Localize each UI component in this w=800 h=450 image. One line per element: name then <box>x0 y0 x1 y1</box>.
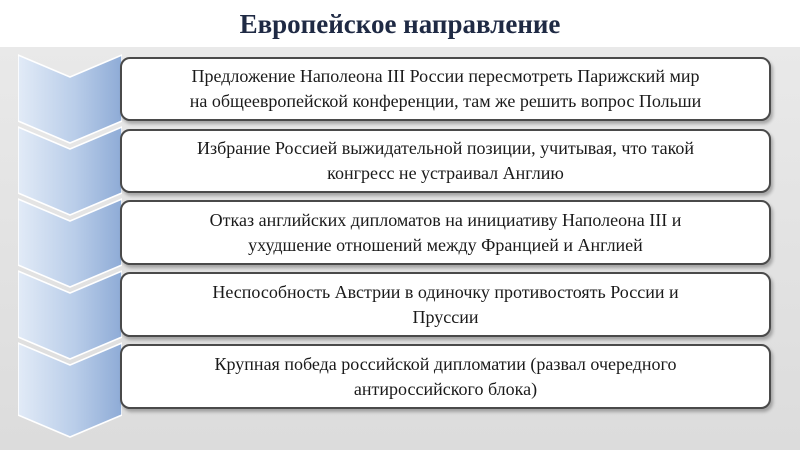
step-box-1 <box>120 57 771 121</box>
step-text-2 <box>197 136 694 186</box>
step-text-3 <box>210 208 682 258</box>
chevron-1 <box>18 55 122 143</box>
step-3-line-1: Отказ английских дипломатов на инициативу Наполеона III и <box>209 209 682 230</box>
step-5-line-2: антироссийского блока) <box>353 378 538 399</box>
step-4-line-1: Неспособность Австрии в одиночку противостоять России и <box>212 281 679 302</box>
chevron-column <box>18 47 122 447</box>
step-box-4 <box>120 272 771 337</box>
step-1-line-1: Предложение Наполеона III России пересмотреть Парижский мир <box>191 66 700 86</box>
page-title: Европейское направление <box>239 9 561 39</box>
step-4-line-2: Пруссии <box>412 306 479 327</box>
step-text-1 <box>190 64 702 114</box>
step-text-5 <box>215 352 677 402</box>
step-2-line-1: Избрание Россией выжидательной позиции, учитывая, что такой <box>196 138 695 158</box>
step-text-4 <box>212 280 678 330</box>
step-1-line-2: на общеевропейской конференции, там же решить вопрос Польши <box>189 91 702 111</box>
step-5-line-1: Крупная победа российской дипломатии (развал очередного <box>214 353 677 374</box>
step-2-line-2: конгресс не устраивал Англию <box>327 163 564 183</box>
step-box-2 <box>120 129 771 193</box>
step-box-3 <box>120 200 771 265</box>
step-3-line-2: ухудшение отношений между Францией и Англией <box>248 234 643 255</box>
step-box-5 <box>120 344 771 409</box>
